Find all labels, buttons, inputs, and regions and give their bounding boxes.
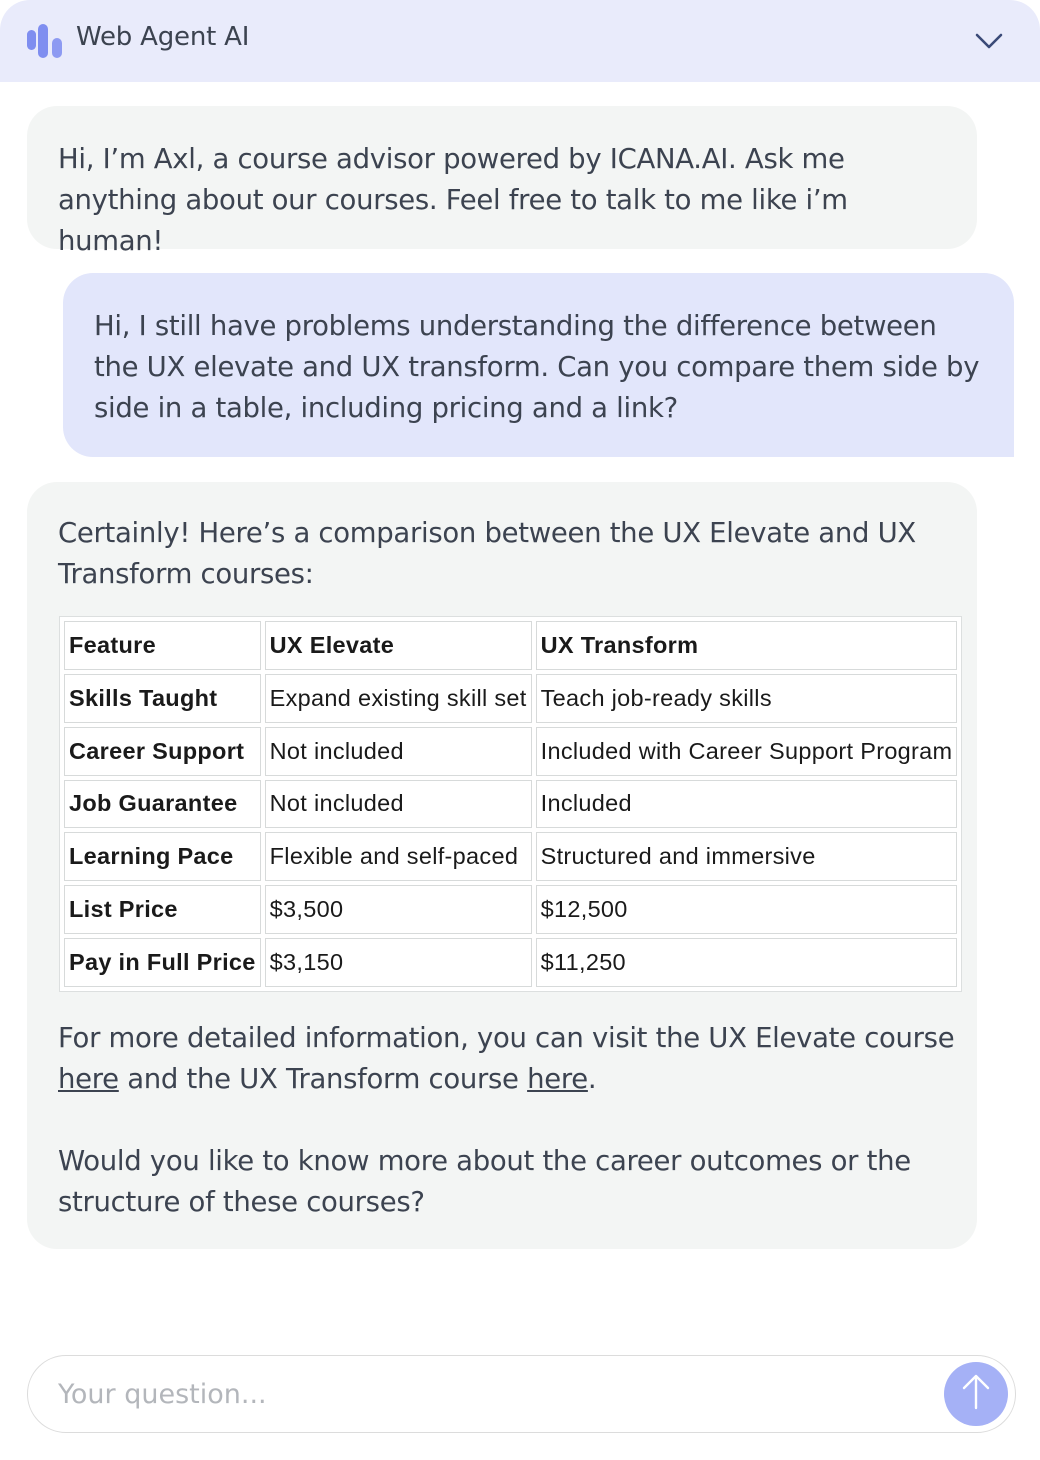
- course-links-text: [58, 1018, 958, 1100]
- table-cell: $3,150: [265, 938, 532, 987]
- brand-logo-icon: [26, 24, 64, 60]
- ux-transform-link[interactable]: here: [527, 1063, 588, 1095]
- table-row: [64, 780, 957, 829]
- table-cell: Structured and immersive: [536, 832, 958, 881]
- message-intro: Certainly! Here’s a comparison between the UX Elevate and UX Transform courses:: [58, 517, 916, 590]
- table-cell: Job Guarantee: [64, 780, 261, 829]
- table-row: [64, 885, 957, 934]
- table-cell: Included with Career Support Program: [536, 727, 958, 776]
- links-text-part: and the UX Transform course: [118, 1063, 528, 1095]
- table-cell: Included: [536, 780, 958, 829]
- table-row: [64, 832, 957, 881]
- table-cell: Career Support: [64, 727, 261, 776]
- links-text-part: For more detailed information, you can visit the UX Elevate course: [58, 1022, 955, 1054]
- table-cell: $3,500: [265, 885, 532, 934]
- bot-message: [27, 106, 977, 257]
- table-header-cell: UX Elevate: [265, 621, 532, 670]
- question-input[interactable]: [58, 1374, 928, 1414]
- table-cell: Teach job-ready skills: [536, 674, 958, 723]
- table-cell: Not included: [265, 727, 532, 776]
- table-cell: Learning Pace: [64, 832, 261, 881]
- chat-header: [0, 0, 1040, 82]
- header-title: Web Agent AI: [76, 22, 250, 52]
- table-cell: Expand existing skill set: [265, 674, 532, 723]
- table-row: [64, 727, 957, 776]
- links-text-part: .: [587, 1063, 597, 1095]
- chevron-down-icon[interactable]: [970, 28, 1008, 54]
- table-header-row: [64, 621, 957, 670]
- bot-message: [27, 482, 977, 1249]
- table-cell: Flexible and self-paced: [265, 832, 532, 881]
- table-cell: Pay in Full Price: [64, 938, 261, 987]
- table-row: [64, 938, 957, 987]
- question-input-bar: [27, 1355, 1016, 1433]
- table-cell: $12,500: [536, 885, 958, 934]
- followup-question: Would you like to know more about the career outcomes or the structure of these courses?: [58, 1145, 911, 1218]
- table-row: [64, 674, 957, 723]
- table-cell: List Price: [64, 885, 261, 934]
- message-text: Hi, I’m Axl, a course advisor powered by ICANA.AI. Ask me anything about our courses. Feel free to talk to me like i’m human!: [58, 143, 848, 257]
- ux-elevate-link[interactable]: here: [58, 1063, 119, 1095]
- table-cell: Skills Taught: [64, 674, 261, 723]
- table-cell: $11,250: [536, 938, 958, 987]
- comparison-table: [59, 616, 962, 992]
- table-header-cell: Feature: [64, 621, 261, 670]
- send-button[interactable]: [944, 1362, 1008, 1426]
- message-text: Hi, I still have problems understanding the difference between the UX elevate and UX transform. Can you compare them side by side in a table, including pricing and a link?: [94, 310, 980, 424]
- table-cell: Not included: [265, 780, 532, 829]
- user-message: [63, 273, 1014, 457]
- arrow-up-icon: [959, 1372, 993, 1416]
- table-header-cell: UX Transform: [536, 621, 958, 670]
